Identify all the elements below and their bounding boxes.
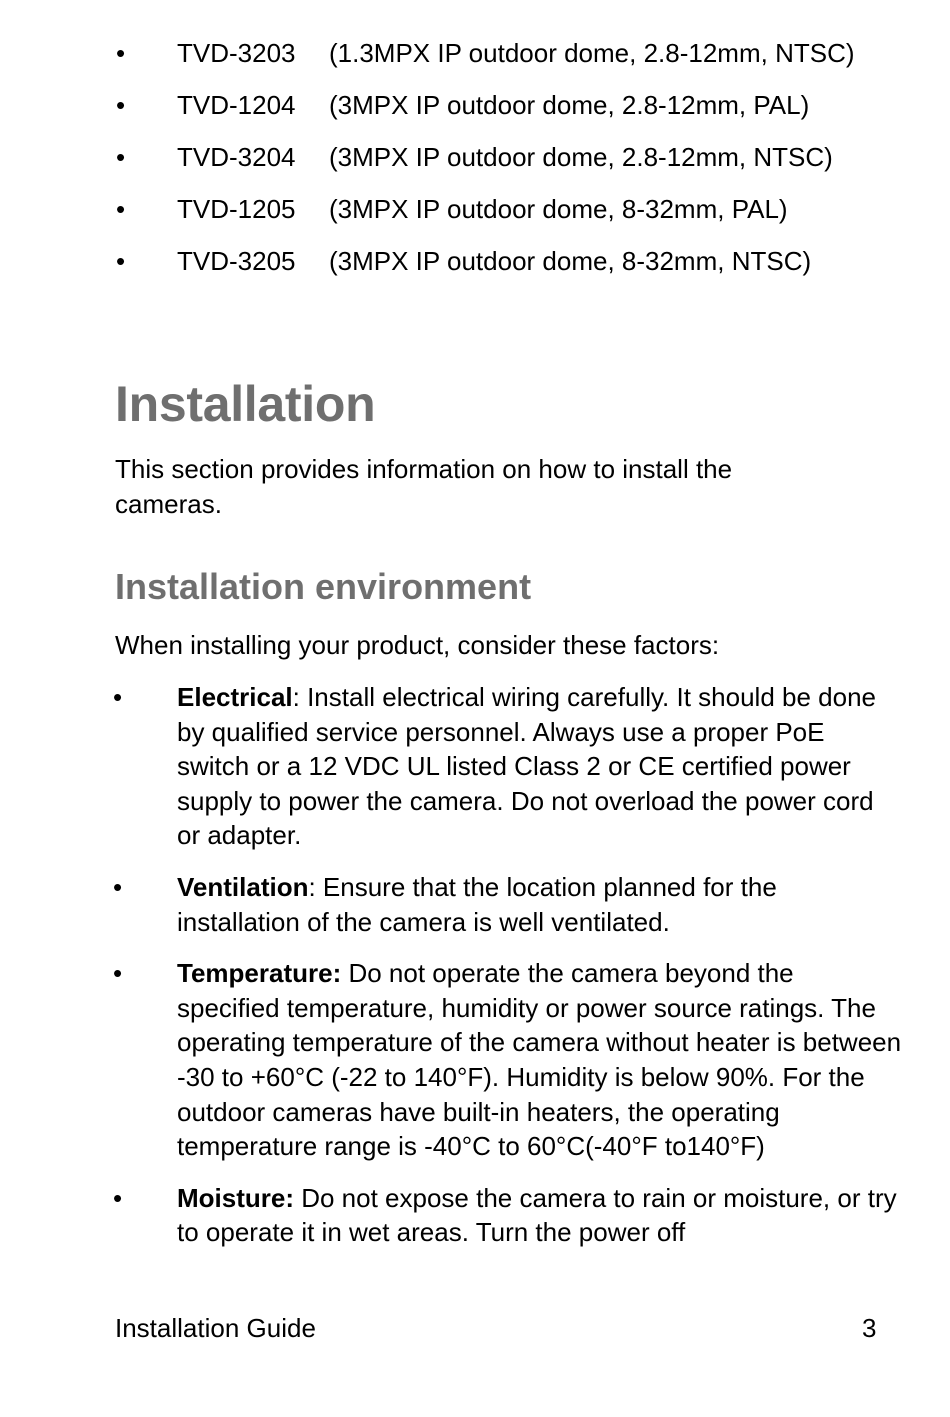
factor-body (177, 956, 902, 1164)
model-entry (177, 36, 897, 71)
model-code: TVD-3205 (177, 246, 296, 276)
model-code: TVD-1205 (177, 194, 296, 224)
factor-body (177, 870, 902, 939)
model-list-item (0, 36, 950, 71)
factor-ventilation (0, 870, 950, 939)
bullet: • (116, 90, 126, 120)
factor-body (177, 1181, 902, 1250)
model-code: TVD-3204 (177, 142, 296, 172)
model-code: TVD-1204 (177, 90, 296, 120)
factor-term: Electrical (177, 682, 293, 712)
bullet: • (116, 142, 126, 172)
model-entry (177, 88, 897, 123)
factor-term: Ventilation (177, 871, 309, 902)
factor-text: : Install electrical wiring carefully. It should be done by qualified service personnel. Always use a proper PoE switch or a 12 VDC UL listed Class 2 or CE certified power supply to power the camera. Do not overload the power cord or adapter. (177, 682, 877, 851)
section-heading-installation: Installation (115, 376, 376, 432)
factor-term: Moisture: (177, 1182, 294, 1213)
factor-body (177, 680, 902, 853)
model-list (0, 36, 950, 296)
factors-lead: When installing your product, consider these factors: (115, 630, 720, 660)
factor-text: Do not operate the camera beyond the specified temperature, humidity or power source ratings. The operating temperature of the camera without heater is between -30 to +60°C (-22 to 140°F). Humidity is below 90%. For the outdoor cameras have built-in heaters, the operating temperature range is -40°C to 60°C(-40°F to140°F) (177, 958, 902, 1162)
model-description: (3MPX IP outdoor dome, 2.8-12mm, PAL) (329, 90, 810, 120)
model-list-item (0, 192, 950, 227)
model-entry (177, 244, 897, 279)
bullet: • (113, 1182, 123, 1213)
factor-text: : Ensure that the location planned for the installation of the camera is well ventilated. (177, 871, 777, 937)
model-description: (3MPX IP outdoor dome, 2.8-12mm, NTSC) (329, 142, 833, 172)
factor-list (0, 680, 950, 1267)
model-code: TVD-3203 (177, 38, 296, 68)
model-list-item (0, 140, 950, 175)
bullet: • (116, 38, 126, 68)
factor-electrical (0, 680, 950, 853)
page-number: 3 (862, 1313, 877, 1343)
bullet: • (113, 682, 123, 712)
bullet: • (116, 246, 126, 276)
model-description: (3MPX IP outdoor dome, 8-32mm, PAL) (329, 194, 788, 224)
factor-text: Do not expose the camera to rain or moisture, or try to operate it in wet areas. Turn the power off (177, 1182, 897, 1248)
model-description: (1.3MPX IP outdoor dome, 2.8-12mm, NTSC) (329, 38, 855, 68)
bullet: • (113, 958, 123, 989)
section-intro: This section provides information on how to install the cameras. (115, 454, 733, 519)
bullet: • (113, 871, 123, 902)
model-entry (177, 140, 897, 175)
factor-moisture (0, 1181, 950, 1250)
bullet: • (116, 194, 126, 224)
factor-term: Temperature: (177, 958, 342, 989)
subsection-heading-environment: Installation environment (115, 566, 532, 607)
model-list-item (0, 244, 950, 279)
footer-title: Installation Guide (115, 1313, 316, 1343)
model-list-item (0, 88, 950, 123)
model-entry (177, 192, 897, 227)
factor-temperature (0, 956, 950, 1164)
model-description: (3MPX IP outdoor dome, 8-32mm, NTSC) (329, 246, 812, 276)
